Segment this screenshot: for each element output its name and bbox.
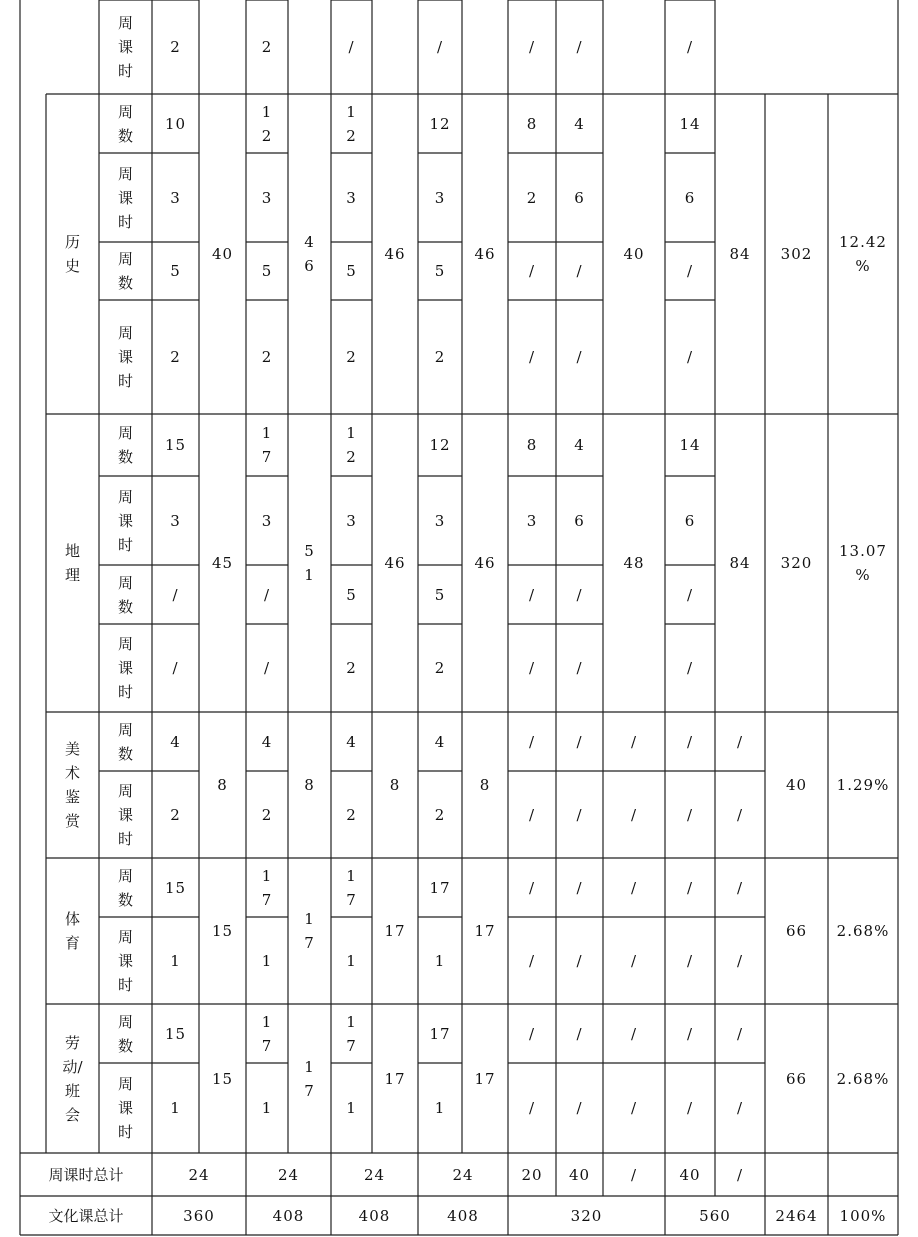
table-cell: 12.42 %	[839, 233, 887, 275]
table-cell: 15	[211, 1069, 234, 1088]
table-cell: 历 史	[64, 233, 80, 275]
table-cell: 4	[170, 732, 181, 751]
table-cell: 3	[170, 188, 181, 207]
table-cell: /	[172, 659, 179, 677]
table-cell: /	[736, 1165, 744, 1184]
table-cell: /	[172, 585, 179, 604]
table-cell: 周 课 时	[117, 1075, 133, 1141]
table-cell: 4	[574, 114, 585, 133]
table-cell: 13.07 %	[839, 542, 887, 584]
table-cell: 6	[574, 511, 585, 530]
table-cell: 周 课 时	[117, 324, 133, 390]
table-cell: 4	[346, 732, 357, 751]
table-cell: /	[528, 732, 536, 751]
table-cell: 1 7	[304, 1057, 315, 1100]
table-cell: /	[630, 805, 638, 824]
table-cell: 45	[211, 554, 234, 572]
table-cell: 3	[261, 511, 273, 530]
table-cell: 5	[434, 585, 446, 604]
table-cell: 周 数	[117, 573, 133, 616]
table-cell: 3	[346, 511, 357, 530]
table-cell: 周 数	[117, 1012, 133, 1055]
table-cell: 40	[568, 1165, 591, 1184]
table-cell: 46	[474, 245, 496, 263]
table-cell: /	[736, 805, 744, 824]
table-cell: 560	[699, 1206, 731, 1225]
table-cell: 1	[261, 951, 273, 970]
table-cell: /	[263, 659, 271, 677]
table-cell: 6	[574, 188, 585, 207]
table-cell: 周 课 时	[117, 781, 133, 848]
table-cell: /	[576, 805, 583, 824]
table-cell: 15	[164, 1024, 187, 1043]
table-cell: /	[576, 1099, 583, 1117]
table-cell: 302	[780, 245, 813, 263]
table-cell: 24	[452, 1165, 474, 1184]
table-cell: 5 1	[304, 542, 315, 584]
table-cell: 4	[574, 436, 585, 454]
table-cell: 1	[346, 951, 357, 970]
table-cell: 17	[474, 1069, 496, 1088]
table-cell: 2	[170, 805, 181, 824]
table-cell: /	[528, 585, 536, 604]
table-cell: 1	[261, 1099, 273, 1117]
table-cell: 周 数	[117, 720, 133, 763]
table-cell: /	[686, 262, 694, 280]
table-cell: /	[686, 348, 694, 366]
table-cell: 6	[684, 511, 696, 530]
table-cell: 5	[346, 585, 357, 604]
table-cell: 5	[170, 262, 181, 280]
table-cell: 17	[474, 922, 496, 940]
table-cell: /	[528, 348, 536, 366]
table-cell: 2.68%	[836, 1069, 890, 1088]
table-cell: 2	[434, 659, 446, 677]
table-cell: /	[576, 951, 583, 970]
table-cell: 2	[170, 348, 181, 366]
table-cell: /	[576, 732, 583, 751]
table-cell: /	[576, 659, 583, 677]
table-cell: 美 术 鉴 赏	[64, 740, 80, 830]
table-cell: 3	[261, 188, 273, 207]
table-cell: /	[576, 878, 583, 897]
table-cell: /	[576, 585, 583, 604]
table-cell: /	[576, 1024, 583, 1043]
table-cell: 12	[429, 436, 451, 454]
table-cell: /	[686, 1099, 694, 1117]
table-cell: 2	[434, 805, 446, 824]
table-cell: 文化课总计	[48, 1206, 124, 1225]
table-cell: /	[528, 38, 536, 56]
table-cell: 6	[684, 188, 696, 207]
table-cell: 4	[434, 732, 446, 751]
table-cell: /	[528, 659, 536, 677]
table-cell: 1 7	[346, 1012, 357, 1055]
table-cell: 3	[434, 188, 446, 207]
table-cell: 40	[679, 1165, 701, 1184]
table-cell: 1 2	[261, 102, 273, 145]
table-cell: /	[736, 878, 744, 897]
table-cell: 46	[384, 245, 406, 263]
table-cell: /	[630, 732, 638, 751]
table-cell: 84	[729, 245, 751, 263]
table-cell: 1.29%	[836, 776, 890, 794]
table-cell: 17	[429, 1024, 451, 1043]
table-cell: /	[686, 585, 694, 604]
table-cell: 2	[346, 659, 357, 677]
table-cell: 2	[346, 805, 357, 824]
table-cell: 3	[434, 511, 446, 530]
table-cell: 20	[521, 1165, 543, 1184]
table-cell: 320	[570, 1206, 603, 1225]
table-cell: /	[348, 38, 355, 56]
table-cell: 66	[785, 922, 808, 940]
table-cell: /	[630, 1165, 638, 1184]
table-cell: 46	[384, 554, 406, 572]
table-cell: 5	[346, 262, 357, 280]
table-cell: 3	[170, 511, 181, 530]
table-cell: 周 课 时	[117, 164, 133, 231]
table-cell: /	[686, 732, 694, 751]
table-cell: /	[630, 1024, 638, 1043]
table-cell: /	[528, 878, 536, 897]
table-cell: 周课时总计	[48, 1165, 124, 1184]
table-cell: 地 理	[64, 542, 80, 584]
table-cell: 40	[623, 245, 645, 263]
table-cell: 8	[526, 114, 538, 133]
table-cell: /	[630, 1099, 638, 1117]
table-cell: 2	[261, 38, 273, 56]
table-cell: 8	[304, 776, 315, 794]
table-cell: 2	[346, 348, 357, 366]
table-cell: 8	[479, 776, 491, 794]
table-cell: /	[736, 1099, 744, 1117]
table-cell: 320	[780, 554, 813, 572]
table-cell: /	[686, 805, 694, 824]
table-cell: 周 数	[117, 102, 133, 145]
table-cell: 100%	[839, 1206, 887, 1225]
table-cell: 1	[170, 1099, 181, 1117]
table-cell: 48	[623, 554, 645, 572]
table-cell: /	[576, 38, 583, 56]
table-cell: 2.68%	[836, 922, 890, 940]
table-cell: 24	[363, 1165, 386, 1184]
table-cell: 4	[261, 732, 273, 751]
table-cell: 17	[429, 878, 451, 897]
table-cell: 1	[346, 1099, 357, 1117]
table-cell: 66	[785, 1069, 808, 1088]
table-cell: 14	[679, 114, 701, 133]
table-cell: 14	[679, 436, 701, 454]
table-cell: 1 7	[261, 1012, 273, 1055]
table-cell: 劳 动/ 班 会	[62, 1033, 83, 1124]
table-cell: 2	[261, 805, 273, 824]
table-cell: /	[528, 1099, 536, 1117]
table-cell: /	[736, 1024, 744, 1043]
table-cell: 1 7	[346, 866, 357, 909]
table-cell: 10	[164, 114, 187, 133]
table-cell: 1 7	[261, 866, 273, 909]
table-cell: 17	[384, 922, 406, 940]
table-cell: 1 2	[346, 102, 357, 145]
table-cell: /	[576, 348, 583, 366]
table-cell: /	[436, 38, 444, 56]
table-cell: 周 课 时	[117, 927, 133, 994]
table-cell: 1	[434, 1099, 446, 1117]
table-cell: 8	[389, 776, 401, 794]
table-cell: 3	[526, 511, 538, 530]
table-cell: 周 数	[117, 424, 133, 466]
table-cell	[828, 1153, 898, 1196]
table-cell: 84	[729, 554, 751, 572]
table-cell: 40	[785, 776, 808, 794]
table-cell: /	[686, 1024, 694, 1043]
table-cell	[765, 1153, 828, 1196]
table-cell: 体 育	[64, 910, 80, 952]
table-cell: 15	[164, 878, 187, 897]
table-cell: /	[528, 951, 536, 970]
table-cell: 1	[434, 951, 446, 970]
table-cell: /	[263, 585, 271, 604]
table-cell: 周 数	[117, 866, 133, 909]
table-cell: 2	[261, 348, 273, 366]
table-cell: /	[736, 951, 744, 970]
table-cell: /	[736, 732, 744, 751]
table-cell: 周 数	[117, 250, 133, 292]
table-cell: 5	[434, 262, 446, 280]
table-cell: 4 6	[304, 233, 315, 275]
table-cell: /	[528, 262, 536, 280]
table-cell: 360	[183, 1206, 215, 1225]
table-cell: /	[686, 951, 694, 970]
table-cell: 408	[447, 1206, 479, 1225]
table-cell: 408	[358, 1206, 391, 1225]
table-cell: 2464	[775, 1206, 818, 1225]
table-cell: 2	[526, 188, 538, 207]
table-cell: /	[686, 38, 694, 56]
table-cell: /	[686, 878, 694, 897]
table-cell: 24	[277, 1165, 300, 1184]
table-cell: 2	[434, 348, 446, 366]
table-cell: 24	[188, 1165, 210, 1184]
table-cell: 周 课 时	[117, 487, 133, 554]
table-cell: 周 课 时	[117, 635, 133, 701]
table-cell: 周 课 时	[117, 14, 133, 80]
table-cell: 1 2	[346, 424, 357, 466]
table-cell: /	[576, 262, 583, 280]
table-cell: 8	[526, 436, 538, 454]
table-cell: /	[528, 805, 536, 824]
table-cell: 408	[272, 1206, 305, 1225]
table-cell: 3	[346, 188, 357, 207]
table-cell: 46	[474, 554, 496, 572]
table-cell: /	[630, 951, 638, 970]
table-cell: 2	[170, 38, 181, 56]
table-cell: 8	[217, 776, 228, 794]
table-cell: 1 7	[261, 424, 273, 466]
table-cell: 1	[170, 951, 181, 970]
table-cell: /	[528, 1024, 536, 1043]
table-cell: /	[686, 659, 694, 677]
table-cell: 15	[164, 436, 187, 454]
table-cell: /	[630, 878, 638, 897]
table-cell: 12	[429, 114, 451, 133]
table-cell: 5	[261, 262, 273, 280]
table-cell: 17	[384, 1069, 406, 1088]
table-cell: 1 7	[304, 910, 315, 952]
table-cell: 15	[211, 922, 234, 940]
table-cell: 40	[211, 245, 234, 263]
